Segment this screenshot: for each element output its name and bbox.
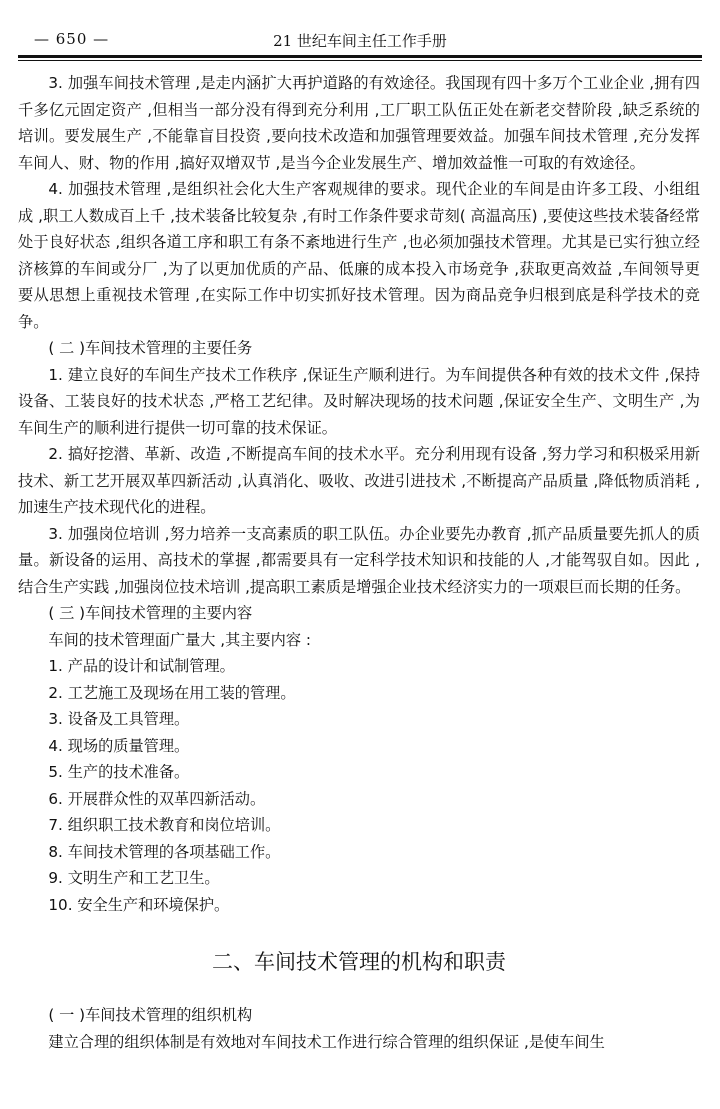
list-item: 3. 设备及工具管理。 xyxy=(48,710,190,728)
paragraph: 建立合理的组织体制是有效地对车间技术工作进行综合管理的组织保证 ,是使车间生 xyxy=(48,1032,605,1051)
paragraph: 3. 加强岗位培训 ,努力培养一支高素质的职工队伍。办企业要先办教育 ,抓产品质量要先抓人的质量。新设备的运用、高技术的掌握 ,都需要具有一定科学技术知识和技能的人 ,才能驾驭自如。因此 ,结合生产实践 ,加强岗位技术培训 ,提高职工素质是增强企业技术经济实力的一项艰巨而长期的任务。 xyxy=(18,524,700,596)
list-item: 1. 产品的设计和试制管理。 xyxy=(48,657,235,675)
list-item: 8. 车间技术管理的各项基础工作。 xyxy=(48,842,281,861)
header-rule-thin xyxy=(18,60,702,61)
page-header xyxy=(18,30,702,52)
list-intro: 车间的技术管理面广量大 ,其主要内容 : xyxy=(48,630,311,649)
subsection-title: ( 二 )车间技术管理的主要任务 xyxy=(48,339,253,357)
section-heading: 二、车间技术管理的机构和职责 xyxy=(212,950,506,974)
subsection-title: ( 一 )车间技术管理的组织机构 xyxy=(48,1006,253,1024)
list-item: 7. 组织职工技术教育和岗位培训。 xyxy=(48,816,281,834)
paragraph: 1. 建立良好的车间生产技术工作秩序 ,保证生产顺利进行。为车间提供各种有效的技术文件 ,保持设备、工装良好的技术状态 ,严格工艺纪律。及时解决现场的技术问题 ,保证安全生产、文明生产 ,为车间生产的顺利进行提供一切可靠的技术保证。 xyxy=(18,365,700,437)
list-item: 5. 生产的技术准备。 xyxy=(48,763,190,781)
list-item: 4. 现场的质量管理。 xyxy=(48,736,190,755)
subsection-title: ( 三 )车间技术管理的主要内容 xyxy=(48,604,253,622)
list-item: 10. 安全生产和环境保护。 xyxy=(48,895,230,914)
list-item: 6. 开展群众性的双革四新活动。 xyxy=(48,789,266,808)
paragraph: 4. 加强技术管理 ,是组织社会化大生产客观规律的要求。现代企业的车间是由许多工段、小组组成 ,职工人数成百上千 ,技术装备比较复杂 ,有时工作条件要求苛刻( 高温高压) ,要使这些技术装备经常处于良好状态 ,组织各道工序和职工有条不紊地进行生产 ,也必须加强技术管理。尤其是已实行独立经济核算的车间或分厂 ,为了以更加优质的产品、低廉的成本投入市场竞争 ,获取更高效益 ,车间领导更要从思想上重视技术管理 ,在实际工作中切实抓好技术管理。因为商品竞争归根到底是科学技术的竞争。 xyxy=(18,180,700,331)
header-rule-thick xyxy=(18,55,702,58)
running-title: 21 世纪车间主任工作手册 xyxy=(273,32,447,50)
list-item: 9. 文明生产和工艺卫生。 xyxy=(48,869,220,887)
page-number: — 650 — xyxy=(34,30,110,48)
list-item: 2. 工艺施工及现场在用工装的管理。 xyxy=(48,683,296,702)
body-text xyxy=(18,70,700,1055)
paragraph: 2. 搞好挖潜、革新、改造 ,不断提高车间的技术水平。充分利用现有设备 ,努力学习和积极采用新技术、新工艺开展双革四新活动 ,认真消化、吸收、改进引进技术 ,不断提高产品质量 ,降低物质消耗 ,加速生产技术现代化的进程。 xyxy=(18,445,700,516)
paragraph: 3. 加强车间技术管理 ,是走内涵扩大再护道路的有效途径。我国现有四十多万个工业企业 ,拥有四千多亿元固定资产 ,但相当一部分没有得到充分利用 ,工厂职工队伍正处在新老交替阶段 ,缺乏系统的培训。要发展生产 ,不能靠盲目投资 ,要向技术改造和加强管理要效益。加强车间技术管理 ,充分发挥车间人、财、物的作用 ,搞好双增双节 ,是当今企业发展生产、增加效益惟一可取的有效途径。 xyxy=(18,74,700,172)
